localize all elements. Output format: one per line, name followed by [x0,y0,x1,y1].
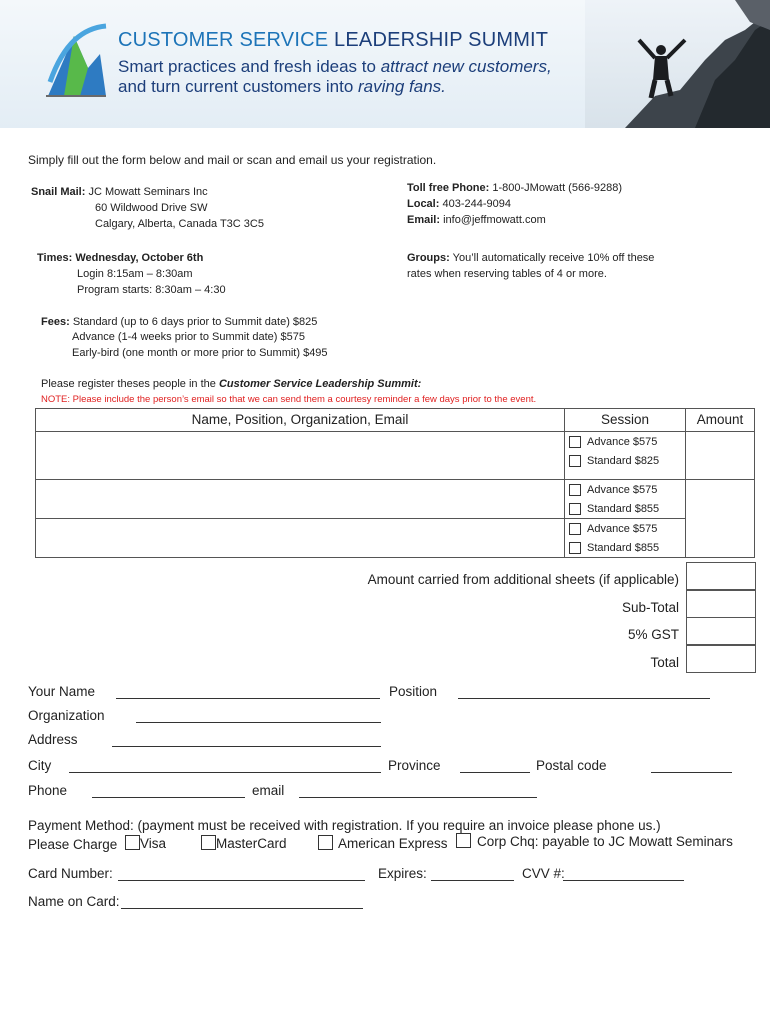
organization-field[interactable] [136,722,381,723]
session-option-label: Advance $575 [587,523,658,535]
snail-mail-line-1: JC Mowatt Seminars Inc [88,186,208,198]
tollfree-label: Toll free Phone: [407,182,490,194]
table-row [36,480,755,519]
register-note: NOTE: Please include the person’s email so that we can send them a courtesy reminder a few days prior to the event. [41,394,537,405]
fees-advance: Advance (1-4 weeks prior to Summit date) $575 [72,331,305,343]
times-date: Wednesday, October 6th [75,252,204,264]
snail-mail-block [31,186,208,198]
amex-option[interactable] [318,835,448,851]
snail-mail-label: Snail Mail: [31,186,86,198]
amex-label: American Express [338,836,448,851]
gst-label: 5% GST [627,627,679,642]
registrant-1-amount[interactable] [686,432,755,480]
visa-label: Visa [140,836,167,851]
fees-earlybird: Early-bird (one month or more prior to Summit) $495 [72,347,328,359]
contact-email [407,214,546,226]
email-field-label: email [252,783,285,798]
tollfree-value: 1-800-JMowatt (566-9288) [492,182,622,194]
organization-label: Organization [28,708,105,723]
times-line [37,252,203,264]
mountain-climber-image [585,0,770,128]
city-label: City [28,758,52,773]
register-instruction [41,378,421,390]
expires-label: Expires: [378,866,427,881]
col-header-amount: Amount [686,409,755,432]
registration-table [35,408,755,558]
register-italic: Customer Service Leadership Summit: [218,378,422,390]
local-label: Local: [407,198,440,210]
your-name-label: Your Name [28,684,96,699]
address-label: Address [28,732,78,747]
table-header-row [36,409,755,432]
session-option[interactable] [565,432,685,451]
corp-cheque-checkbox[interactable] [456,833,471,848]
groups-text-1: You’ll automatically receive 10% off these [452,252,655,264]
header-banner [0,0,770,128]
total-label: Total [650,655,679,670]
card-number-label: Card Number: [28,866,113,881]
checkbox-icon[interactable] [569,503,581,515]
mastercard-checkbox[interactable] [201,835,216,850]
session-option[interactable] [565,519,685,538]
banner-subtitle-1-italic: attract new customers, [380,57,552,76]
corp-cheque-label: Corp Chq: payable to JC Mowatt Seminars [477,834,733,849]
intro-text: Simply fill out the form below and mail or scan and email us your registration. [28,153,437,167]
checkbox-icon[interactable] [569,436,581,448]
banner-subtitle-1-plain: Smart practices and fresh ideas to [118,57,381,76]
session-option-label: Standard $855 [587,503,660,515]
subtotal-box[interactable] [686,590,756,618]
postal-code-label: Postal code [536,758,607,773]
banner-subtitle-2-plain: and turn current customers into [118,77,359,96]
banner-title-part1: CUSTOMER SERVICE [118,29,329,51]
position-label: Position [389,684,438,699]
mastercard-option[interactable] [201,835,287,851]
visa-option[interactable] [125,835,166,851]
phone-field[interactable] [92,797,245,798]
col-header-name: Name, Position, Organization, Email [36,409,565,432]
session-option[interactable] [565,538,685,557]
cvv-field[interactable] [563,880,684,881]
checkbox-icon[interactable] [569,484,581,496]
registrant-2-details[interactable] [36,480,565,519]
card-number-field[interactable] [118,880,365,881]
position-field[interactable] [458,698,710,699]
postal-code-field[interactable] [651,772,732,773]
banner-subtitle-1 [118,57,552,77]
snail-mail-line-2: 60 Wildwood Drive SW [95,202,208,214]
groups-line-2: rates when reserving tables of 4 or more. [407,268,607,280]
province-label: Province [388,758,441,773]
corp-cheque-option[interactable] [456,833,733,849]
registrant-1-session [565,432,686,480]
gst-box[interactable] [686,617,756,645]
times-label: Times: [37,252,73,264]
fees-standard-text: Standard (up to 6 days prior to Summit date) $825 [72,316,318,328]
banner-subtitle-2 [118,77,446,97]
table-row [36,432,755,480]
banner-subtitle-2-italic: raving fans. [358,77,446,96]
cvv-label: CVV #: [522,866,565,881]
mastercard-label: MasterCard [216,836,287,851]
phone-label: Phone [28,783,68,798]
checkbox-icon[interactable] [569,455,581,467]
snail-mail-line-3: Calgary, Alberta, Canada T3C 3C5 [95,218,264,230]
expires-field[interactable] [431,880,514,881]
email-value[interactable]: info@jeffmowatt.com [443,214,546,226]
local-value: 403-244-9094 [442,198,511,210]
please-charge-label: Please Charge [28,837,118,852]
carried-amount-label: Amount carried from additional sheets (if applicable) [367,572,679,587]
registrant-3-session [565,519,686,558]
registrant-2-3-amount[interactable] [686,480,755,558]
banner-title-part2: LEADERSHIP SUMMIT [334,29,549,51]
table-row [36,519,755,558]
registrant-2-session [565,480,686,519]
your-name-field[interactable] [116,698,380,699]
amex-checkbox[interactable] [318,835,333,850]
city-field[interactable] [69,772,381,773]
carried-amount-box[interactable] [686,562,756,590]
checkbox-icon[interactable] [569,523,581,535]
groups-label: Groups: [407,252,450,264]
tollfree-phone [407,182,622,194]
registrant-3-details[interactable] [36,519,565,558]
session-option-label: Standard $855 [587,542,660,554]
subtotal-label: Sub-Total [621,600,679,615]
name-on-card-field[interactable] [121,908,363,909]
times-program: Program starts: 8:30am – 4:30 [77,284,226,296]
session-option[interactable] [565,451,685,470]
groups-line-1 [407,252,654,264]
province-field[interactable] [460,772,530,773]
session-option-label: Advance $575 [587,436,658,448]
times-login: Login 8:15am – 8:30am [77,268,193,280]
address-field[interactable] [112,746,381,747]
local-phone [407,198,511,210]
col-header-session: Session [565,409,686,432]
summit-logo [44,22,108,100]
fees-label: Fees: [41,316,70,328]
visa-checkbox[interactable] [125,835,140,850]
session-option[interactable] [565,480,685,499]
total-box[interactable] [686,645,756,673]
register-plain: Please register theses people in the [41,378,219,390]
session-option-label: Advance $575 [587,484,658,496]
email-label: Email: [407,214,441,226]
email-field[interactable] [299,797,537,798]
fees-standard [41,316,317,328]
name-on-card-label: Name on Card: [28,894,120,909]
checkbox-icon[interactable] [569,542,581,554]
banner-title [118,29,548,52]
payment-method-text: Payment Method: (payment must be received with registration. If you require an invoice please phone us.) [28,818,661,833]
session-option[interactable] [565,499,685,518]
registrant-1-details[interactable] [36,432,565,480]
session-option-label: Standard $825 [587,455,660,467]
